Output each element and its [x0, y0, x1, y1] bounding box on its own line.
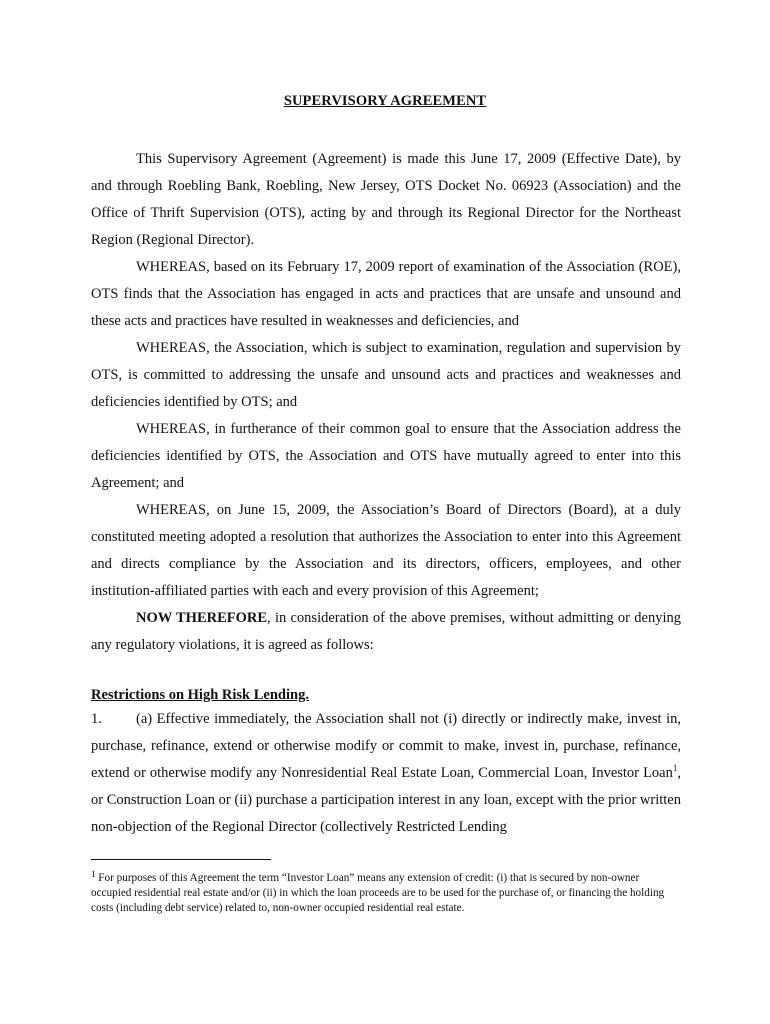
- item-1-text-b: , or Construction Loan or (ii) purchase a participation interest in any loan, except with the prior written non-objection of the Regional Director (collectively Restricted Lending: [91, 765, 681, 835]
- footnote-reference: 1: [672, 763, 678, 774]
- paragraph-whereas-board: WHEREAS, on June 15, 2009, the Association’s Board of Directors (Board), at a duly constituted meeting adopted a resolution that authorizes the Association to enter into this Agreement and directs compliance by the Association and its directors, officers, employees, and other institution-affiliated parties with each and every provision of this Agreement;: [91, 502, 681, 599]
- item-1-text-a: (a) Effective immediately, the Association shall not (i) directly or indirectly make, invest in, purchase, refinance, extend or otherwise modify or commit to make, invest in, purchase, refinance, extend or otherwise modify any Nonresidential Real Estate Loan, Commercial Loan, Investor Loan: [91, 711, 681, 781]
- now-therefore-text: , in consideration of the above premises, without admitting or denying any regulatory violations, it is agreed as follows:: [91, 610, 681, 653]
- paragraph-intro: This Supervisory Agreement (Agreement) is made this June 17, 2009 (Effective Date), by and through Roebling Bank, Roebling, New Jersey, OTS Docket No. 06923 (Association) and the Office of Thrift Supervision (OTS), acting by and through its Regional Director for the Northeast Region (Regional Director).: [91, 151, 681, 248]
- item-number: 1.: [91, 711, 102, 727]
- footnote-text: For purposes of this Agreement the term “Investor Loan” means any extension of credit: (i) that is secured by non-owner occupied residential real estate and/or (ii) in which the loan proceeds are to be used for the purchase of, or financing the holding costs (including debt service) related to, non-owner occupied residential real estate.: [91, 872, 665, 914]
- page-title: SUPERVISORY AGREEMENT: [283, 93, 487, 109]
- footnote-divider: [91, 859, 271, 860]
- item-1: [91, 706, 681, 841]
- paragraph-whereas-committed: WHEREAS, the Association, which is subject to examination, regulation and supervision by OTS, is committed to addressing the unsafe and unsound acts and practices and weaknesses and deficiencies identified by OTS; and: [91, 340, 681, 410]
- paragraph-whereas-roe: WHEREAS, based on its February 17, 2009 report of examination of the Association (ROE), OTS finds that the Association has engaged in acts and practices that are unsafe and unsound and these acts and practices have resulted in weaknesses and deficiencies, and: [91, 259, 681, 329]
- section-heading: Restrictions on High Risk Lending.: [91, 687, 309, 703]
- paragraph-now-therefore: [91, 605, 681, 659]
- footnote: [91, 867, 681, 916]
- preamble: [91, 146, 681, 659]
- paragraph-whereas-goal: WHEREAS, in furtherance of their common goal to ensure that the Association address the deficiencies identified by OTS, the Association and OTS have mutually agreed to enter into this Agreement; and: [91, 421, 681, 491]
- now-therefore-label: NOW THEREFORE: [136, 610, 268, 626]
- footnote-mark: 1: [91, 869, 96, 879]
